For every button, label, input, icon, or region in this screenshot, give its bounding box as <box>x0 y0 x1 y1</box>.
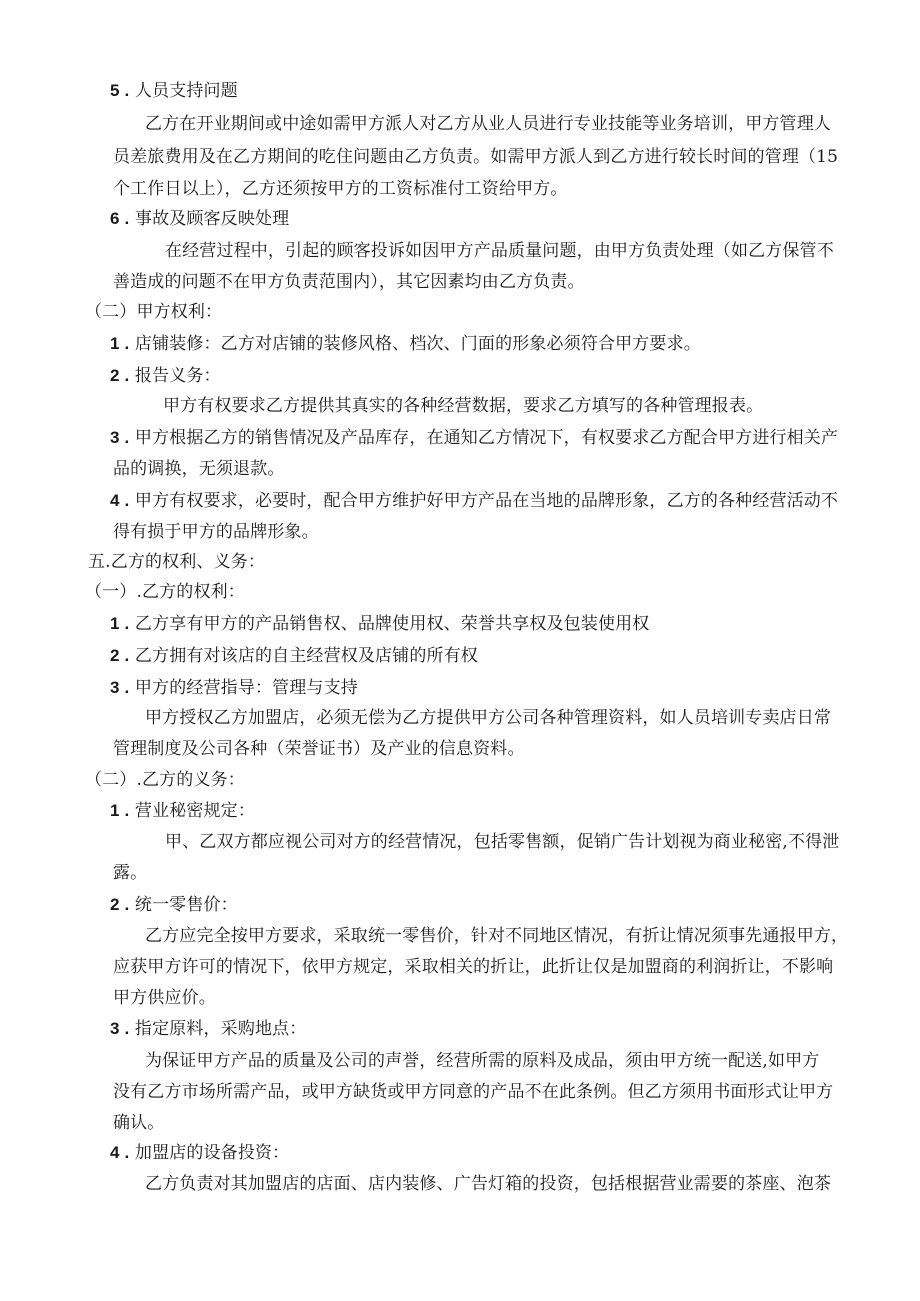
list-item <box>110 490 838 512</box>
item-number: 4 . <box>110 1143 130 1162</box>
item-title: 人员支持问题 <box>134 81 238 101</box>
paragraph-line: 为保证甲方产品的质量及公司的声誉，经营所需的原料及成品，须由甲方统一配送,如甲方 <box>145 1051 820 1071</box>
item-text: 甲方的经营指导：管理与支持 <box>134 678 358 698</box>
item-number: 2 . <box>110 366 130 385</box>
paragraph-line: 甲方有权要求乙方提供其真实的各种经营数据，要求乙方填写的各种管理报表。 <box>163 396 764 416</box>
list-item <box>110 645 478 667</box>
item-number: 1 . <box>110 801 130 820</box>
item-text: 营业秘密规定： <box>134 801 255 821</box>
item-number: 3 . <box>110 678 130 697</box>
item-text: 甲方根据乙方的销售情况及产品库存，在通知乙方情况下，有权要求乙方配合甲方进行相关产 <box>134 428 839 448</box>
section-heading: （二）甲方权利： <box>85 302 223 322</box>
paragraph-line: 应获甲方许可的情况下，依甲方规定，采取相关的折让，此折让仅是加盟商的利润折让，不影响 <box>113 957 834 977</box>
item-text: 乙方享有甲方的产品销售权、品牌使用权、荣誉共享权及包装使用权 <box>134 614 650 634</box>
list-item <box>110 613 649 635</box>
item-number: 2 . <box>110 646 130 665</box>
item-number: 1 . <box>110 614 130 633</box>
item-text: 报告义务： <box>134 366 221 386</box>
paragraph-line: 没有乙方市场所需产品，或甲方缺货或甲方同意的产品不在此条例。但乙方须用书面形式让甲方 <box>113 1082 834 1102</box>
paragraph-line: 甲方授权乙方加盟店，必须无偿为乙方提供甲方公司各种管理资料，如人员培训专卖店日常 <box>145 708 831 728</box>
item-number: 3 . <box>110 428 130 447</box>
item-number: 4 . <box>110 491 130 510</box>
paragraph-line: 乙方负责对其加盟店的店面、店内装修、广告灯箱的投资，包括根据营业需要的茶座、泡茶 <box>145 1174 831 1194</box>
item-text: 店铺装修：乙方对店铺的装修风格、档次、门面的形象必须符合甲方要求。 <box>134 334 701 354</box>
paragraph-line: 品的调换，无须退款。 <box>113 459 285 479</box>
paragraph-line: 甲、乙双方都应视公司对方的经营情况，包括零售额，促销广告计划视为商业秘密,不得泄 <box>165 832 840 852</box>
item-text: 乙方拥有对该店的自主经营权及店铺的所有权 <box>134 646 478 666</box>
item-text: 甲方有权要求，必要时，配合甲方维护好甲方产品在当地的品牌形象，乙方的各种经营活动不 <box>134 491 839 511</box>
item-title: 事故及顾客反映处理 <box>134 209 290 229</box>
paragraph-line: 乙方在开业期间或中途如需甲方派人对乙方从业人员进行专业技能等业务培训，甲方管理人 <box>145 114 831 134</box>
list-item <box>110 1142 289 1164</box>
item-number: 3 . <box>110 1019 130 1038</box>
item-number: 1 . <box>110 334 130 353</box>
list-item <box>110 333 701 355</box>
paragraph-line: 甲方供应价。 <box>113 988 216 1008</box>
list-item <box>110 365 221 387</box>
paragraph-line: 在经营过程中，引起的顾客投诉如因甲方产品质量问题，由甲方负责处理（如乙方保管不 <box>165 241 834 261</box>
list-item <box>110 427 838 449</box>
paragraph-line: 管理制度及公司各种（荣誉证书）及产业的信息资料。 <box>113 739 525 759</box>
item-text: 统一零售价： <box>134 895 238 915</box>
paragraph-line: 个工作日以上），乙方还须按甲方的工资标准付工资给甲方。 <box>113 179 568 199</box>
subsection-heading: （二）.乙方的义务： <box>85 770 245 790</box>
list-item <box>110 677 358 699</box>
item-5-heading <box>110 80 238 102</box>
list-item <box>110 1018 306 1040</box>
item-text: 加盟店的设备投资： <box>134 1143 290 1163</box>
item-number: 6 . <box>110 209 130 228</box>
list-item <box>110 800 255 822</box>
paragraph-line: 得有损于甲方的品牌形象。 <box>113 522 319 542</box>
paragraph-line: 善造成的问题不在甲方负责范围内），其它因素均由乙方负责。 <box>113 272 585 292</box>
item-6-heading <box>110 208 289 230</box>
section-heading: 五.乙方的权利、义务： <box>88 552 266 572</box>
paragraph-line: 确认。 <box>113 1113 165 1133</box>
item-number: 2 . <box>110 895 130 914</box>
paragraph-line: 露。 <box>113 863 148 883</box>
list-item <box>110 894 238 916</box>
item-text: 指定原料，采购地点： <box>134 1019 307 1039</box>
subsection-heading: （一）.乙方的权利： <box>85 582 245 602</box>
paragraph-line: 乙方应完全按甲方要求，采取统一零售价，针对不同地区情况，有折让情况须事先通报甲方， <box>145 926 849 946</box>
item-number: 5 . <box>110 81 130 100</box>
paragraph-line: 员差旅费用及在乙方期间的吃住问题由乙方负责。如需甲方派人到乙方进行较长时间的管理（15 <box>113 147 839 167</box>
